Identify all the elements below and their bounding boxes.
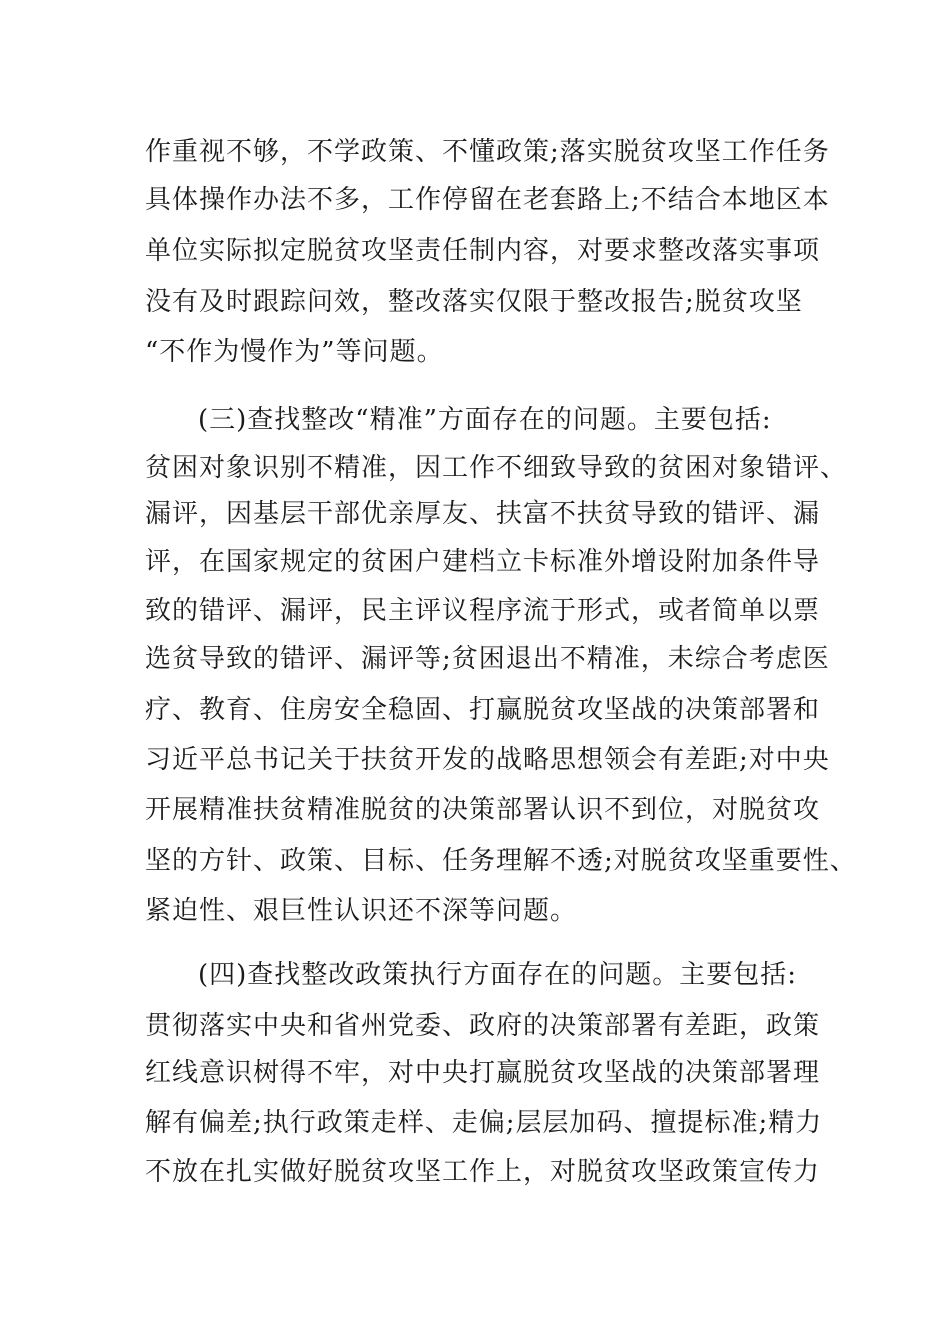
text-line: 习近平总书记关于扶贫开发的战略思想领会有差距;对中央	[145, 745, 830, 775]
text-line: 漏评，因基层干部优亲厚友、扶富不扶贫导致的错评、漏	[145, 499, 821, 529]
text-line: 致的错评、漏评，民主评议程序流于形式，或者简单以票	[145, 596, 821, 626]
section-heading-3: (三)查找整改“精准”方面存在的问题。主要包括:	[198, 405, 772, 435]
text-line: 不放在扎实做好脱贫攻坚工作上，对脱贫攻坚政策宣传力	[145, 1157, 821, 1187]
text-line: 作重视不够，不学政策、不懂政策;落实脱贫攻坚工作任务	[145, 137, 830, 167]
section-heading-4: (四)查找整改政策执行方面存在的问题。主要包括:	[198, 960, 798, 990]
text-line: 疗、教育、住房安全稳固、打赢脱贫攻坚战的决策部署和	[145, 695, 821, 725]
text-line: “不作为慢作为”等问题。	[145, 337, 444, 367]
text-line: 坚的方针、政策、目标、任务理解不透;对脱贫攻坚重要性、	[145, 846, 857, 876]
text-line: 单位实际拟定脱贫攻坚责任制内容，对要求整改落实事项	[145, 236, 821, 266]
text-line: 解有偏差;执行政策走样、走偏;层层加码、擅提标准;精力	[145, 1108, 823, 1138]
text-line: 紧迫性、艰巨性认识还不深等问题。	[145, 896, 578, 926]
text-line: 评，在国家规定的贫困户建档立卡标准外增设附加条件导	[145, 547, 821, 577]
text-line: 具体操作办法不多，工作停留在老套路上;不结合本地区本	[145, 185, 830, 215]
text-line: 红线意识树得不牢，对中央打赢脱贫攻坚战的决策部署理	[145, 1058, 821, 1088]
text-line: 贯彻落实中央和省州党委、政府的决策部署有差距，政策	[145, 1011, 821, 1041]
text-line: 没有及时跟踪问效，整改落实仅限于整改报告;脱贫攻坚	[145, 287, 803, 317]
text-line: 贫困对象识别不精准，因工作不细致导致的贫困对象错评、	[145, 453, 848, 483]
text-line: 开展精准扶贫精准脱贫的决策部署认识不到位，对脱贫攻	[145, 795, 821, 825]
text-line: 选贫导致的错评、漏评等;贫困退出不精准，未综合考虑医	[145, 644, 830, 674]
